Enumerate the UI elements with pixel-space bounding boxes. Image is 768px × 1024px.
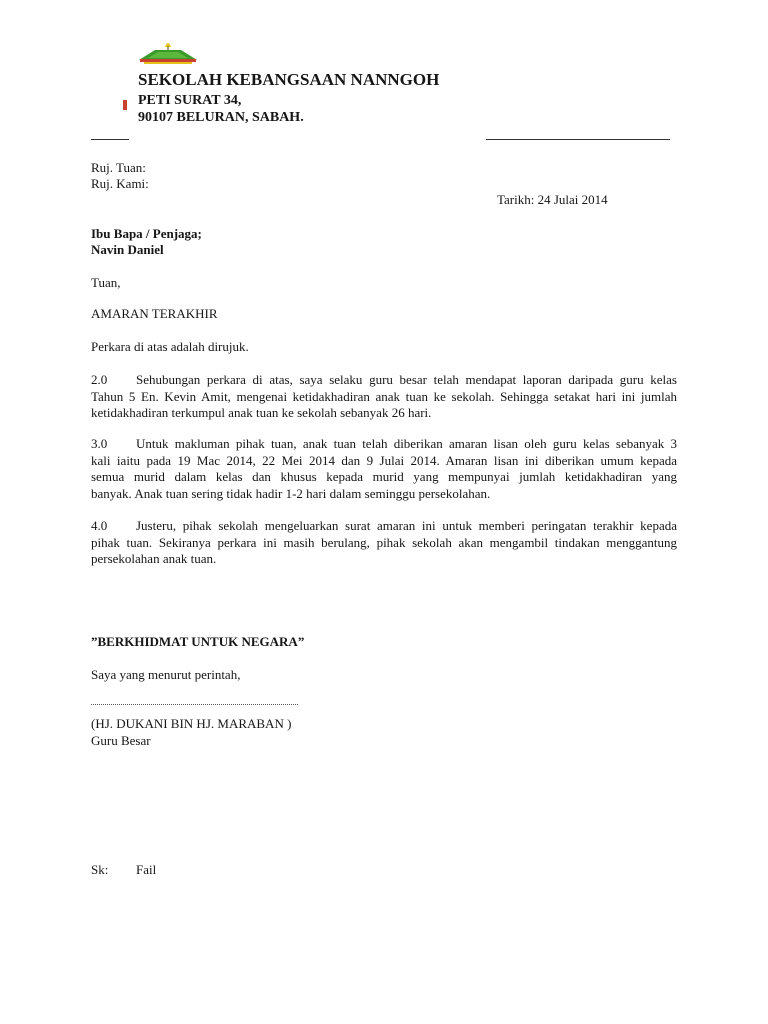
paragraph-number: 3.0 bbox=[91, 436, 108, 451]
paragraph-line: Tahun 5 En. Kevin Amit, mengenai ketidakhadiran anak tuan ke sekolah. Sehingga setakat hari ini jumlah bbox=[91, 388, 677, 404]
paragraph-line bbox=[91, 436, 677, 453]
paragraph-line: pihak tuan. Sekiranya perkara ini masih berulang, pihak sekolah akan mengambil tindakan menggantung bbox=[91, 534, 677, 550]
signatory-title: Guru Besar bbox=[91, 733, 151, 748]
address-line-1: PETI SURAT 34, bbox=[138, 93, 242, 108]
ref-your: Ruj. Tuan: bbox=[91, 160, 146, 175]
signature-line bbox=[91, 704, 298, 705]
paragraph-number: 4.0 bbox=[91, 518, 108, 533]
paragraph-4 bbox=[91, 518, 677, 568]
motto: ”BERKHIDMAT UNTUK NEGARA” bbox=[91, 634, 305, 649]
red-margin-mark bbox=[123, 100, 127, 110]
paragraph-number: 2.0 bbox=[91, 372, 108, 387]
ref-our: Ruj. Kami: bbox=[91, 176, 149, 191]
school-name: SEKOLAH KEBANGSAAN NANNGOH bbox=[138, 70, 440, 89]
copy-to-value: Fail bbox=[136, 862, 157, 877]
header-rule-right bbox=[486, 139, 670, 140]
copy-to-label: Sk: bbox=[91, 862, 109, 877]
closing: Saya yang menurut perintah, bbox=[91, 667, 241, 682]
paragraph-line: semua murid dalam kelas dan khusus kepada murid yang mempunyai jumlah ketidakhadiran yang bbox=[91, 469, 677, 484]
paragraph-text: Sehubungan perkara di atas, saya selaku guru besar telah mendapat laporan daripada guru kelas bbox=[136, 372, 677, 387]
paragraph-line: banyak. Anak tuan sering tidak hadir 1-2 hari dalam seminggu persekolahan. bbox=[91, 485, 491, 501]
address-line-2: 90107 BELURAN, SABAH. bbox=[138, 110, 304, 125]
subject: AMARAN TERAKHIR bbox=[91, 306, 218, 321]
paragraph-text: Justeru, pihak sekolah mengeluarkan surat amaran ini untuk memberi peringatan terakhir kepada bbox=[136, 518, 677, 533]
recipient-line-2: Navin Daniel bbox=[91, 242, 164, 257]
letter-date: Tarikh: 24 Julai 2014 bbox=[497, 192, 608, 207]
paragraph-3 bbox=[91, 436, 677, 502]
paragraph-line bbox=[91, 518, 677, 535]
paragraph-2 bbox=[91, 372, 677, 422]
paragraph-line: kali iaitu pada 19 Mac 2014, 22 Mei 2014 dan 9 Julai 2014. Amaran lisan ini diberikan umum kepada bbox=[91, 452, 677, 468]
header-rule-left bbox=[91, 139, 129, 140]
intro: Perkara di atas adalah dirujuk. bbox=[91, 339, 249, 354]
paragraph-line: ketidakhadiran terkumpul anak tuan ke sekolah sebanyak 26 hari. bbox=[91, 405, 432, 420]
school-crest-icon bbox=[136, 38, 200, 66]
paragraph-line bbox=[91, 372, 677, 389]
paragraph-line: persekolahan anak tuan. bbox=[91, 551, 217, 566]
salutation: Tuan, bbox=[91, 275, 121, 290]
recipient-line-1: Ibu Bapa / Penjaga; bbox=[91, 226, 202, 241]
paragraph-text: Untuk makluman pihak tuan, anak tuan telah diberikan amaran lisan oleh guru kelas sebanyak 3 bbox=[136, 436, 677, 451]
signatory-name: (HJ. DUKANI BIN HJ. MARABAN ) bbox=[91, 716, 292, 731]
